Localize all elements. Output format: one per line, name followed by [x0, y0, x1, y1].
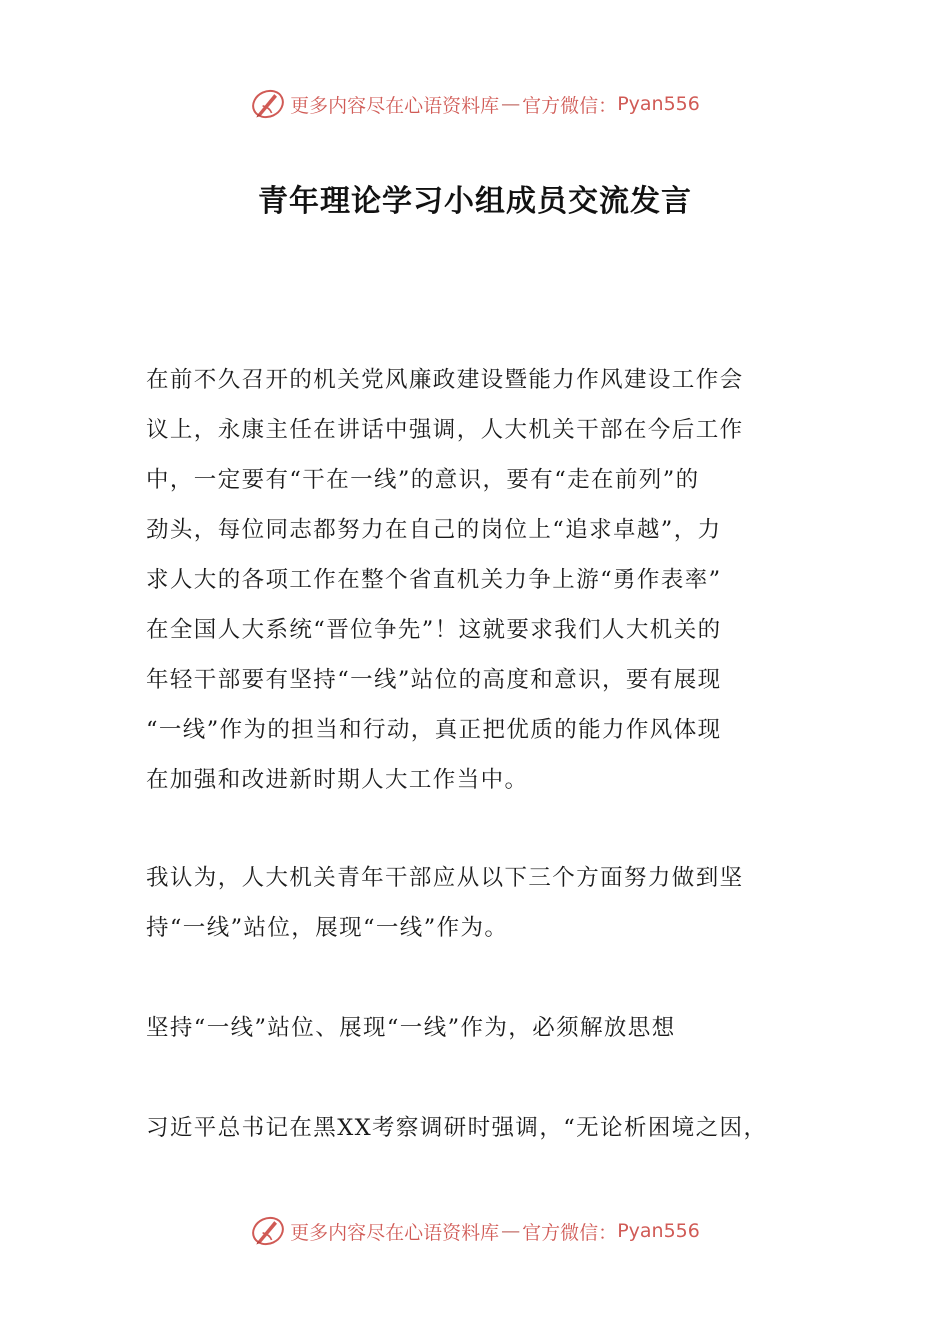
text-line: 求人大的各项工作在整个省直机关力争上游“勇作表率” — [146, 567, 722, 593]
paragraph-1 — [146, 355, 810, 805]
watermark-label: 官方微信： — [522, 1221, 618, 1244]
header-watermark — [0, 84, 950, 124]
text-line: 我认为，人大机关青年干部应从以下三个方面努力做到坚 — [146, 865, 744, 891]
text-line: 议上，永康主任在讲话中强调，人大机关干部在今后工作 — [146, 417, 744, 443]
paragraph-2 — [146, 853, 810, 953]
watermark-handle: Pyan556 — [617, 93, 700, 115]
text-line: 坚持“一线”站位、展现“一线”作为，必须解放思想 — [146, 1015, 676, 1041]
watermark-handle: Pyan556 — [617, 1220, 700, 1242]
section-heading — [146, 1003, 810, 1053]
text-line: “一线”作为的担当和行动，真正把优质的能力作风体现 — [146, 717, 722, 743]
text-line: 习近平总书记在黑XX考察调研时强调，“无论析困境之因， — [146, 1115, 768, 1141]
watermark-text: 更多内容尽在心语资料库 — [290, 94, 500, 117]
text-line: 劲头，每位同志都努力在自己的岗位上“追求卓越”，力 — [146, 517, 722, 543]
watermark-text: 更多内容尽在心语资料库 — [290, 1221, 500, 1244]
text-line: 在全国人大系统“晋位争先”！这就要求我们人大机关的 — [146, 617, 722, 643]
footer-watermark — [0, 1211, 950, 1251]
watermark-separator: — — [501, 93, 521, 115]
pen-quill-logo-icon — [250, 1213, 286, 1249]
pen-quill-logo-icon — [250, 86, 286, 122]
paragraph-4 — [146, 1103, 810, 1153]
text-line: 持“一线”站位，展现“一线”作为。 — [146, 915, 509, 941]
watermark-label: 官方微信： — [522, 94, 618, 117]
text-line: 在前不久召开的机关党风廉政建设暨能力作风建设工作会 — [146, 367, 744, 393]
watermark-separator: — — [501, 1220, 521, 1242]
text-line: 在加强和改进新时期人大工作当中。 — [146, 767, 529, 793]
document-title: 青年理论学习小组成员交流发言 — [258, 184, 692, 219]
text-line: 中，一定要有“干在一线”的意识，要有“走在前列”的 — [146, 467, 700, 493]
text-line: 年轻干部要有坚持“一线”站位的高度和意识，要有展现 — [146, 667, 722, 693]
